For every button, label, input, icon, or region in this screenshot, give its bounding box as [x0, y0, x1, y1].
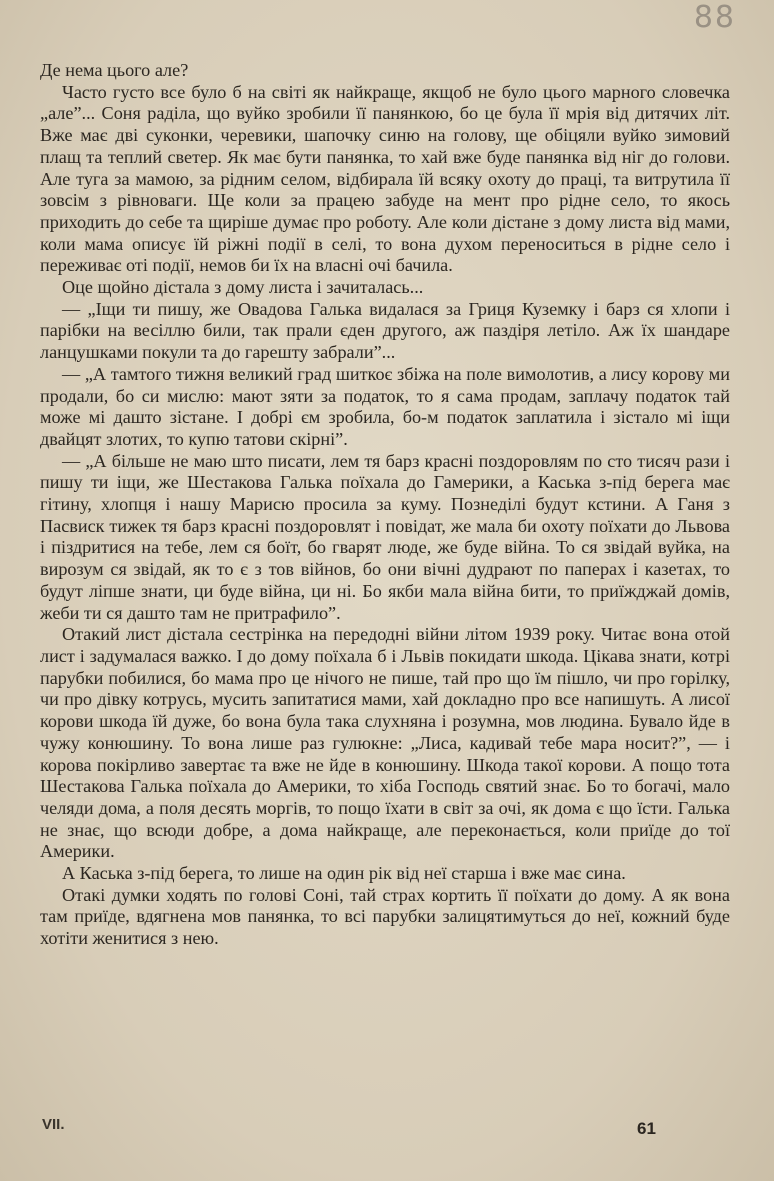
printer-signature-mark: VII.: [42, 1116, 65, 1133]
page-number: 61: [637, 1119, 656, 1138]
paragraph: А Каська з-під берега, то лише на один рік від неї старша і вже має сина.: [62, 863, 626, 884]
letter-quote: — „А тамтого тижня великий град шиткоє збіжа на поле вимолотив, а лису корову ми продали, бо си мислю: мают зяти за податок, то я сама продам, заплачу податок тай може мі дашто зістане. І добрі єм зробила, бо-м податок заплатила і зістало мі іщи двайцят злотих, то купю татови скірні”.: [40, 363, 730, 449]
letter-quote: — „Іщи ти пишу, же Овадова Галька видалася за Гриця Куземку і барз ся хлопи і парібки на весіллю били, так прали єден другого, аж паздіря летіло. Аж їх шандаре ланцушками покули та до гарешту забрали”...: [40, 298, 730, 363]
section-title: Де нема цього але?: [40, 60, 189, 80]
paragraph: Оце щойно дістала з дому листа і зачиталась...: [62, 277, 424, 298]
paragraph: Часто густо все було б на світі як найкраще, якщоб не було цього марного словечка „але”... Соня раділа, що вуйко зробили її панянкою, бо це була її мрія від дитячих літ. Вже має дві суконки, черевики, шапочку синю на голову, ще обіцяли вуйко зимовий плащ та теплий светер. Як має бути панянка, то хай вже буде панянка від ніг до голови. Але туга за мамою, за рідним селом, відбирала їй всяку охоту до праці, та витрутила її зовсім з рівноваги. Ще коли за працею забуде на мент про рідне село, то якось приходить до себе та щиріше думає про роботу. Але коли дістане з дому листа від мами, коли мама описує їй ріжні події в селі, то вона духом переноситься в рідне село і переживає оті події, немов би їх на власні очі бачила.: [40, 81, 730, 276]
paragraph: Отакий лист дістала сестрінка на передодні війни літом 1939 року. Читає вона отой лист і задумалася важко. І до дому поїхала б і Львів покидати шкода. Цікава знати, котрі парубки побилися, бо мама про це нічого не пише, тай про що їм пішло, чи про горілку, чи про дівку котрусь, мусить запитатися мами, хай докладно про все напишуть. А лисої корови шкода їй дуже, бо вона була така слухняна і розумна, мов людина. Бувало йде в чужу конюшину. То вона лише раз гулюкне: „Лиса, кадивай тебе мара носит?”, — і корова покірливо завертає та вже не йде в конюшину. Шкода такої корови. А пощо тота Шестакова Галька поїхала до Америки, то хіба Господь святий знає. Бо то богачі, мало челяди дома, а поля десять моргів, то пощо їхати в світ за очі, як дома є що їсти. Галька не знає, що всюди добре, а дома найкраще, але переконається, коли приїде до тої Америки.: [40, 624, 730, 862]
body-text: [40, 60, 730, 950]
paragraph: Отакі думки ходять по голові Соні, тай страх кортить її поїхати до дому. А як вона там приїде, вдягнена мов панянка, то всі парубки залицятимуться до неї, кожний буде хотіти женитися з нею.: [40, 884, 730, 949]
handwritten-archive-number: 88: [693, 0, 736, 35]
letter-quote: — „А більше не маю што писати, лем тя барз красні поздоровлям по сто тисяч рази і пишу ти іщи, же Шестакова Галька поїхала до Гамерики, а Каська з-під берега має гітину, хлопця і нашу Марисю просила за куму. Познеділі будут кстини. А Ганя з Пасвиск тижек тя барз красні поздоровлят і повідат, же мала би охоту поїхати до Львова і піздритися на тебе, лем ся боїт, бо гварят люде, же буде війна. То ся звідай вуйка, на вирозум ся звідай, як то є з тов війнов, бо они вічні дудрают по паперах і казетах, то будут ліпше знати, ци буде війна, ци ні. Бо якби мала війна бити, то приїжджай домів, жеби ти ся дашто там не притрафило”.: [40, 450, 730, 623]
